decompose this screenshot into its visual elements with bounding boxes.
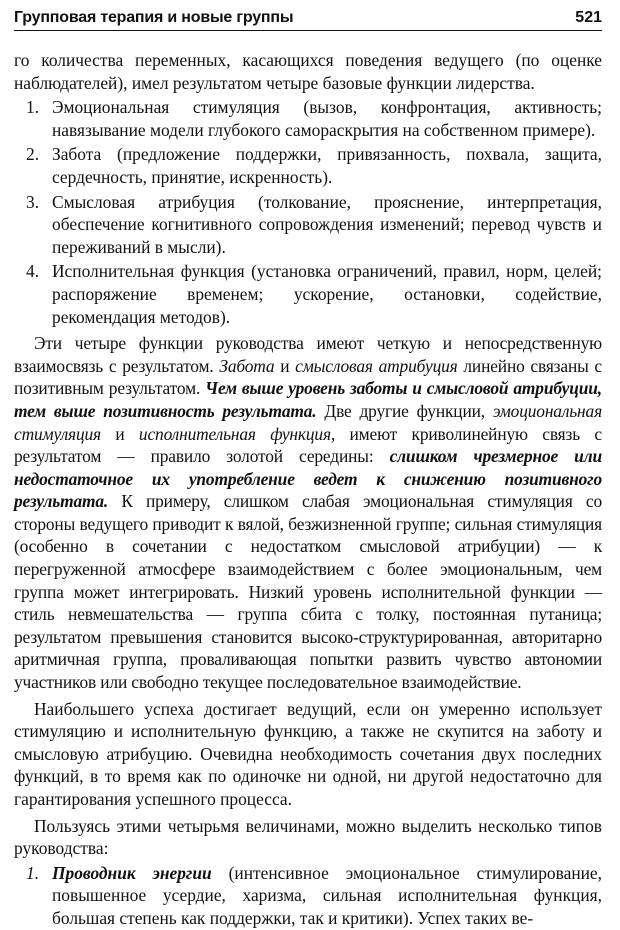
list-item [14, 191, 602, 259]
item-text: Забота (предложение поддержки, привязанность, похвала, защита, сердечность, принятие, искренность). [52, 144, 602, 187]
text-run: и [100, 423, 139, 444]
emphasis-care: Забота [219, 355, 275, 376]
types-intro-paragraph: Пользуясь этими четырьмя величинами, можно выделить несколько типов руководства: [14, 815, 602, 859]
list-item [14, 143, 602, 188]
item-text: (интенсивное эмоциональное стимулирование, повышенное усердие, харизма, сильная исполнительная функция, большая степень как поддержки, так и критики). Успех таких ве- [52, 862, 602, 928]
header-title: Групповая терапия и новые группы [14, 9, 294, 26]
item-text: Эмоциональная стимуляция (вызов, конфронтация, активность; навязывание модели глубокого самораскрытия на собственном примере). [52, 97, 602, 140]
running-header [14, 2, 602, 31]
text-run: Эти четыре функции руководства имеют четкую и непосредственную взаимосвязь с результатом. [14, 333, 602, 376]
text-run: и [274, 355, 296, 376]
bold-emphasis-golden-mean: слишком чрезмерное или недостаточное их употребление ведет к снижению позитивного результата. [14, 446, 602, 512]
emphasis-executive: исполнительная функция, [138, 423, 336, 444]
text-run: имеют криволинейную связь с результатом — правило золотой середины: [14, 423, 602, 467]
success-paragraph: Наибольшего успеха достигает ведущий, если он умеренно использует стимуляцию и исполнительную функцию, а также не скупится на заботу и смысловую атрибуцию. Очевидна необходимость сочетания двух последних функций, в то время как по одиночке ни одной, ни другой недостаточно для гарантирования успешного процесса. [14, 698, 602, 809]
item-text: Исполнительная функция (установка ограничений, правил, норм, целей; распоряжение временем; ускорение, остановки, содействие, рекомендация методов). [52, 261, 602, 327]
item-text: Смысловая атрибуция (толкование, прояснение, интерпретация, обеспечение когнитивного сопровождения изменений; перевод чувств и переживаний в мысли). [52, 191, 602, 257]
bold-emphasis-linear: Чем выше уровень заботы и смысловой атрибуции, тем выше позитивность результата. [14, 378, 602, 421]
emphasis-stimulation: эмоциональная стимуляция [14, 400, 603, 444]
text-run: Две другие функции, [316, 400, 493, 421]
leadership-types-list [14, 862, 602, 930]
item-number: 1. [26, 97, 40, 118]
item-number: 1. [26, 862, 40, 883]
text-run: линейно связаны с позитивным результатом. [14, 355, 602, 399]
leadership-functions-list [14, 96, 602, 328]
page-body [14, 49, 602, 930]
list-item [14, 862, 602, 930]
item-number: 3. [26, 191, 40, 212]
book-page [0, 2, 620, 928]
type-label: Проводник энергии [52, 862, 212, 883]
list-item [14, 260, 602, 328]
text-run: К примеру, слишком слабая эмоциональная стимуляция со стороны ведущего приводит к вялой, безжизненной группе; сильная стимуляция (особенно в сочетании с недостатком смысловой атрибуции) — к перегруженной атмосфере взаимодействием с более эмоциональным, чем группа может интегрировать. Низкий уровень исполнительной функции — стиль невмешательства — группа сбита с толку, постоянная путаница; результатом превышения становится высоко-структурированная, авторитарно аритмичная группа, проваливающая попытки развить чувство автономии участников или свободно текущее последовательное взаимодействие. [14, 491, 602, 693]
functions-relation-paragraph [14, 332, 602, 694]
emphasis-attribution: смысловая атрибуция [295, 355, 458, 376]
page-number: 521 [575, 9, 602, 26]
intro-paragraph: го количества переменных, касающихся поведения ведущего (по оценке наблюдателей), имел результатом четыре базовые функции лидерства. [14, 50, 602, 93]
item-number: 4. [26, 261, 40, 282]
list-item [14, 96, 602, 141]
item-number: 2. [26, 144, 40, 165]
